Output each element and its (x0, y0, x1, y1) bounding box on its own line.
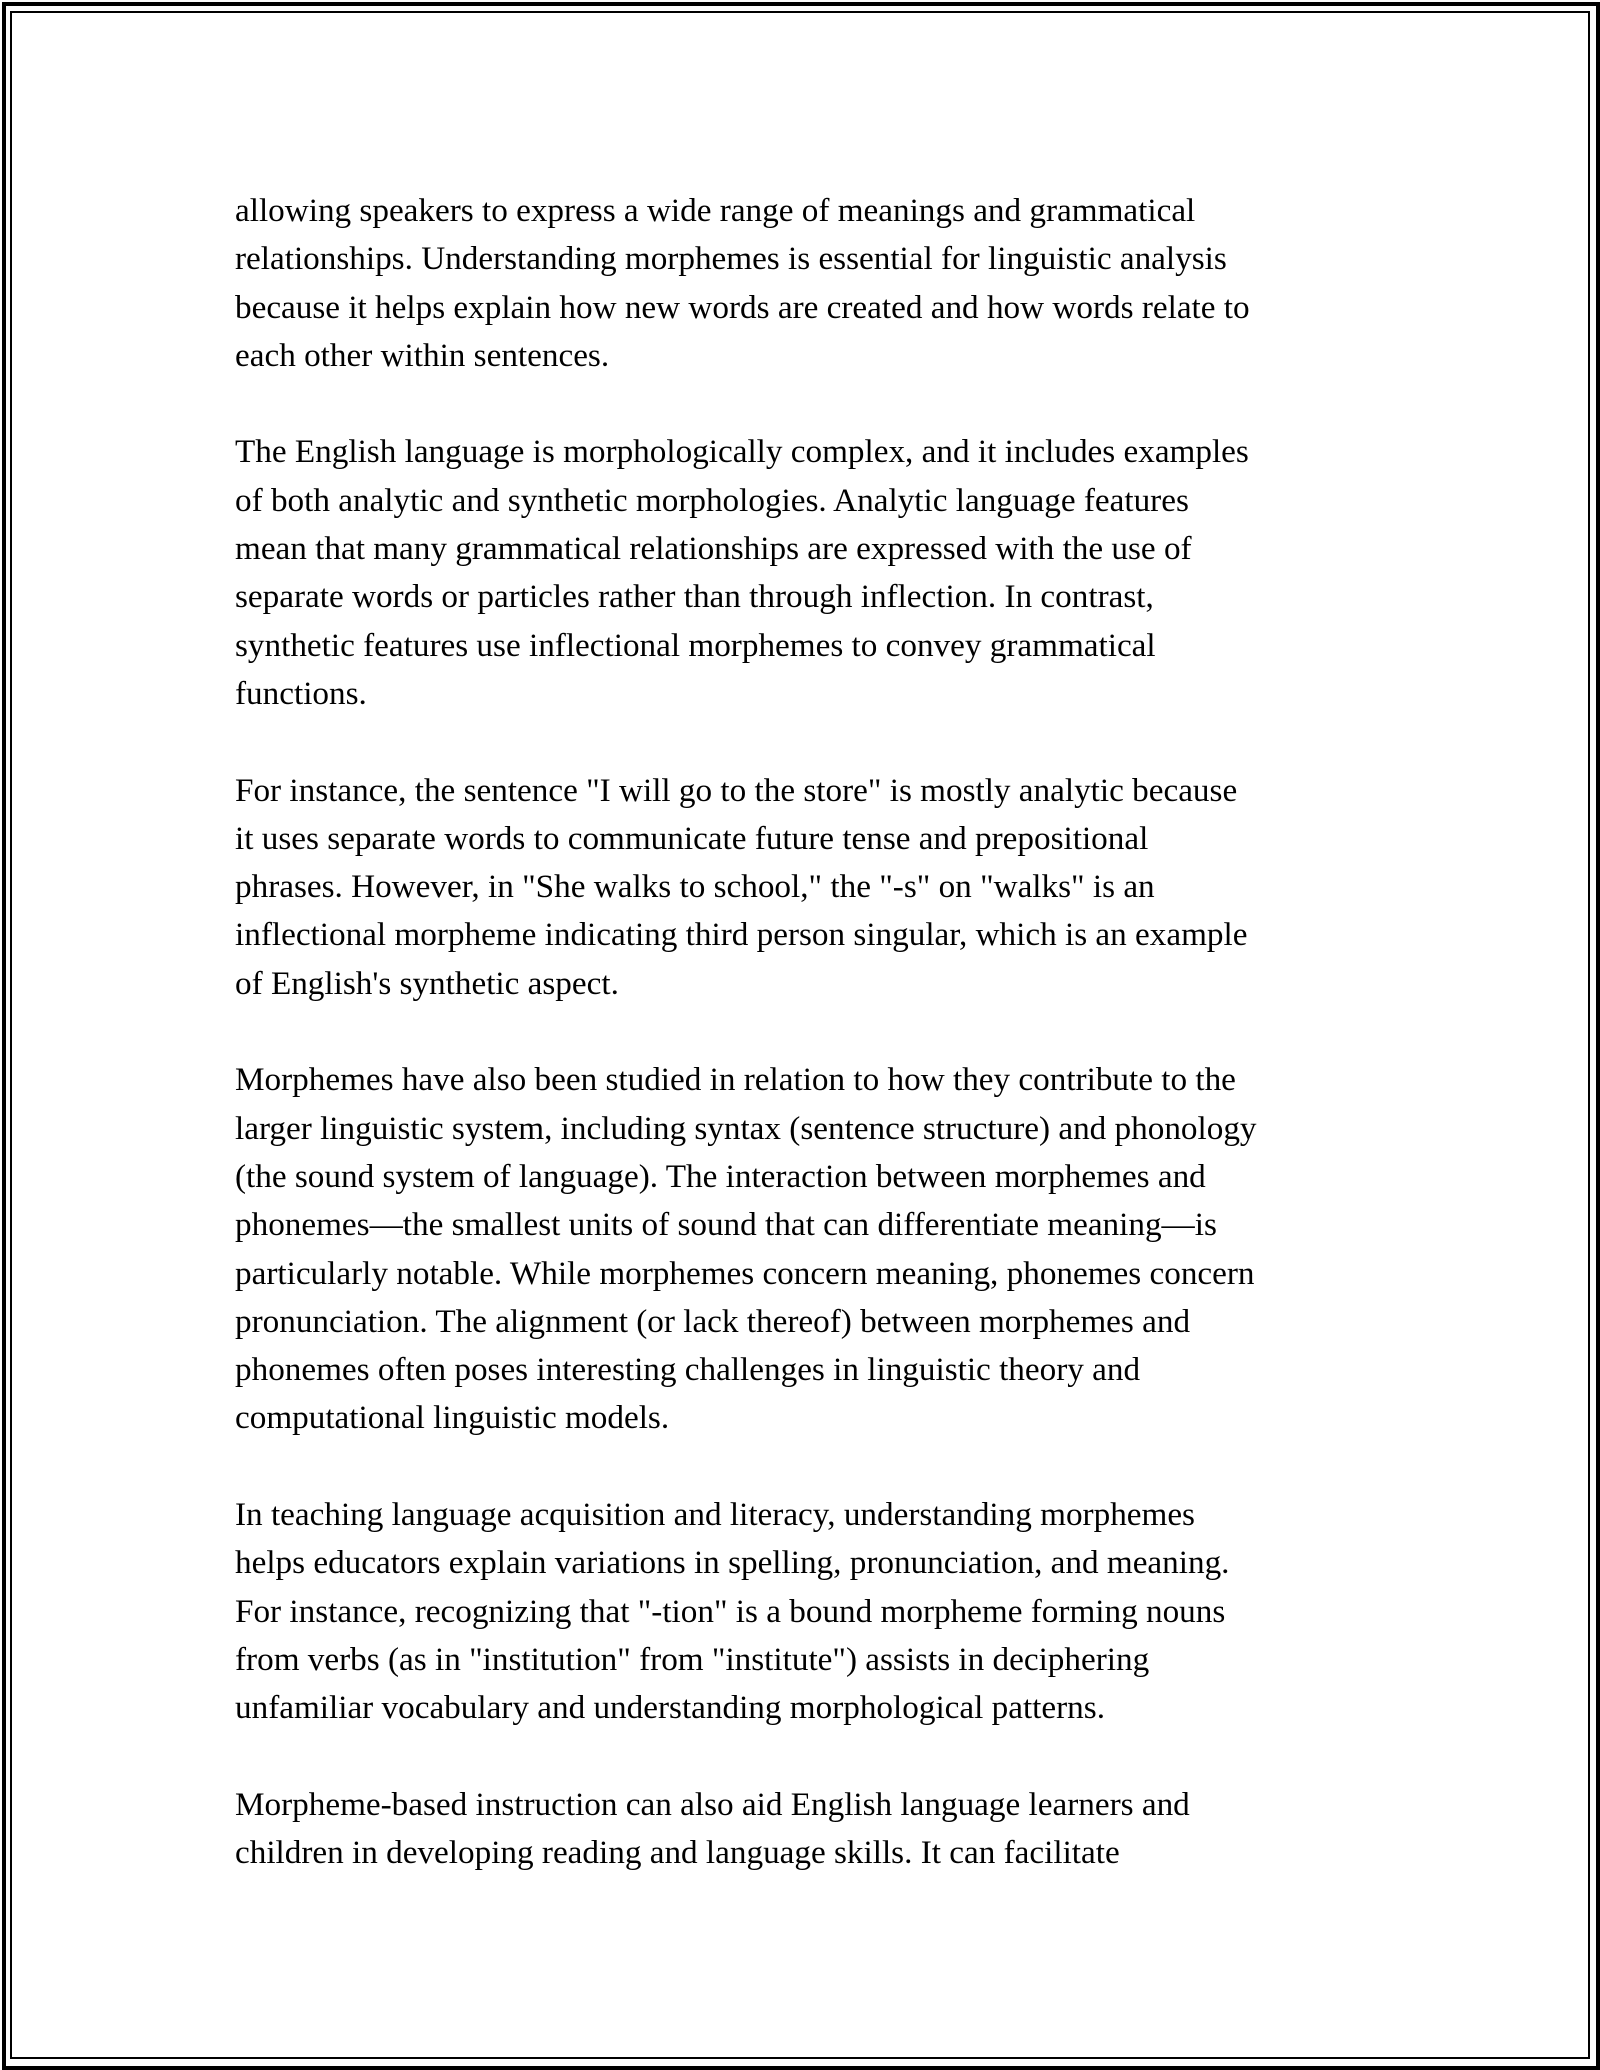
paragraph-2 (235, 428, 1425, 718)
text-line: mean that many grammatical relationships are expressed with the use of (235, 530, 1192, 568)
text-line: inflectional morpheme indicating third person singular, which is an example (235, 916, 1248, 954)
text-line: synthetic features use inflectional morphemes to convey grammatical (235, 626, 1156, 664)
text-line: from verbs (as in "institution" from "institute") assists in deciphering (235, 1640, 1150, 1678)
text-line: separate words or particles rather than through inflection. In contrast, (235, 578, 1154, 616)
text-line: For instance, recognizing that "-tion" is a bound morpheme forming nouns (235, 1592, 1226, 1630)
text-line: each other within sentences. (235, 336, 610, 374)
paragraph-3 (235, 767, 1425, 1008)
text-line: allowing speakers to express a wide range of meanings and grammatical (235, 192, 1196, 229)
text-line: because it helps explain how new words are created and how words relate to (235, 288, 1250, 326)
text-line: relationships. Understanding morphemes is essential for linguistic analysis (235, 240, 1227, 278)
text-line: Morpheme-based instruction can also aid English language learners and (235, 1785, 1190, 1823)
paragraph-6 (235, 1781, 1425, 1878)
text-line: of both analytic and synthetic morphologies. Analytic language features (235, 481, 1189, 519)
text-line: helps educators explain variations in spelling, pronunciation, and meaning. (235, 1544, 1230, 1582)
text-line: For instance, the sentence "I will go to the store" is mostly analytic because (235, 771, 1238, 809)
text-line: unfamiliar vocabulary and understanding morphological patterns. (235, 1689, 1105, 1727)
text-line: computational linguistic models. (235, 1399, 670, 1437)
text-line: phonemes often poses interesting challenges in linguistic theory and (235, 1351, 1141, 1389)
text-line: pronunciation. The alignment (or lack thereof) between morphemes and (235, 1302, 1191, 1340)
text-line: children in developing reading and language skills. It can facilitate (235, 1834, 1120, 1872)
document-body (235, 187, 1425, 1926)
text-line: In teaching language acquisition and literacy, understanding morphemes (235, 1496, 1195, 1534)
text-line: functions. (235, 674, 367, 712)
paragraph-5 (235, 1491, 1425, 1732)
paragraph-1 (235, 187, 1425, 380)
paragraph-4 (235, 1056, 1425, 1442)
text-line: larger linguistic system, including syntax (sentence structure) and phonology (235, 1109, 1257, 1147)
text-line: The English language is morphologically complex, and it includes examples (235, 433, 1249, 471)
text-line: (the sound system of language). The interaction between morphemes and (235, 1157, 1206, 1195)
text-line: particularly notable. While morphemes concern meaning, phonemes concern (235, 1254, 1255, 1292)
text-line: Morphemes have also been studied in relation to how they contribute to the (235, 1061, 1236, 1099)
text-line: phonemes—the smallest units of sound that can differentiate meaning—is (235, 1206, 1217, 1244)
text-line: it uses separate words to communicate future tense and prepositional (235, 819, 1149, 857)
text-line: of English's synthetic aspect. (235, 964, 619, 1002)
text-line: phrases. However, in "She walks to school," the "-s" on "walks" is an (235, 868, 1155, 906)
